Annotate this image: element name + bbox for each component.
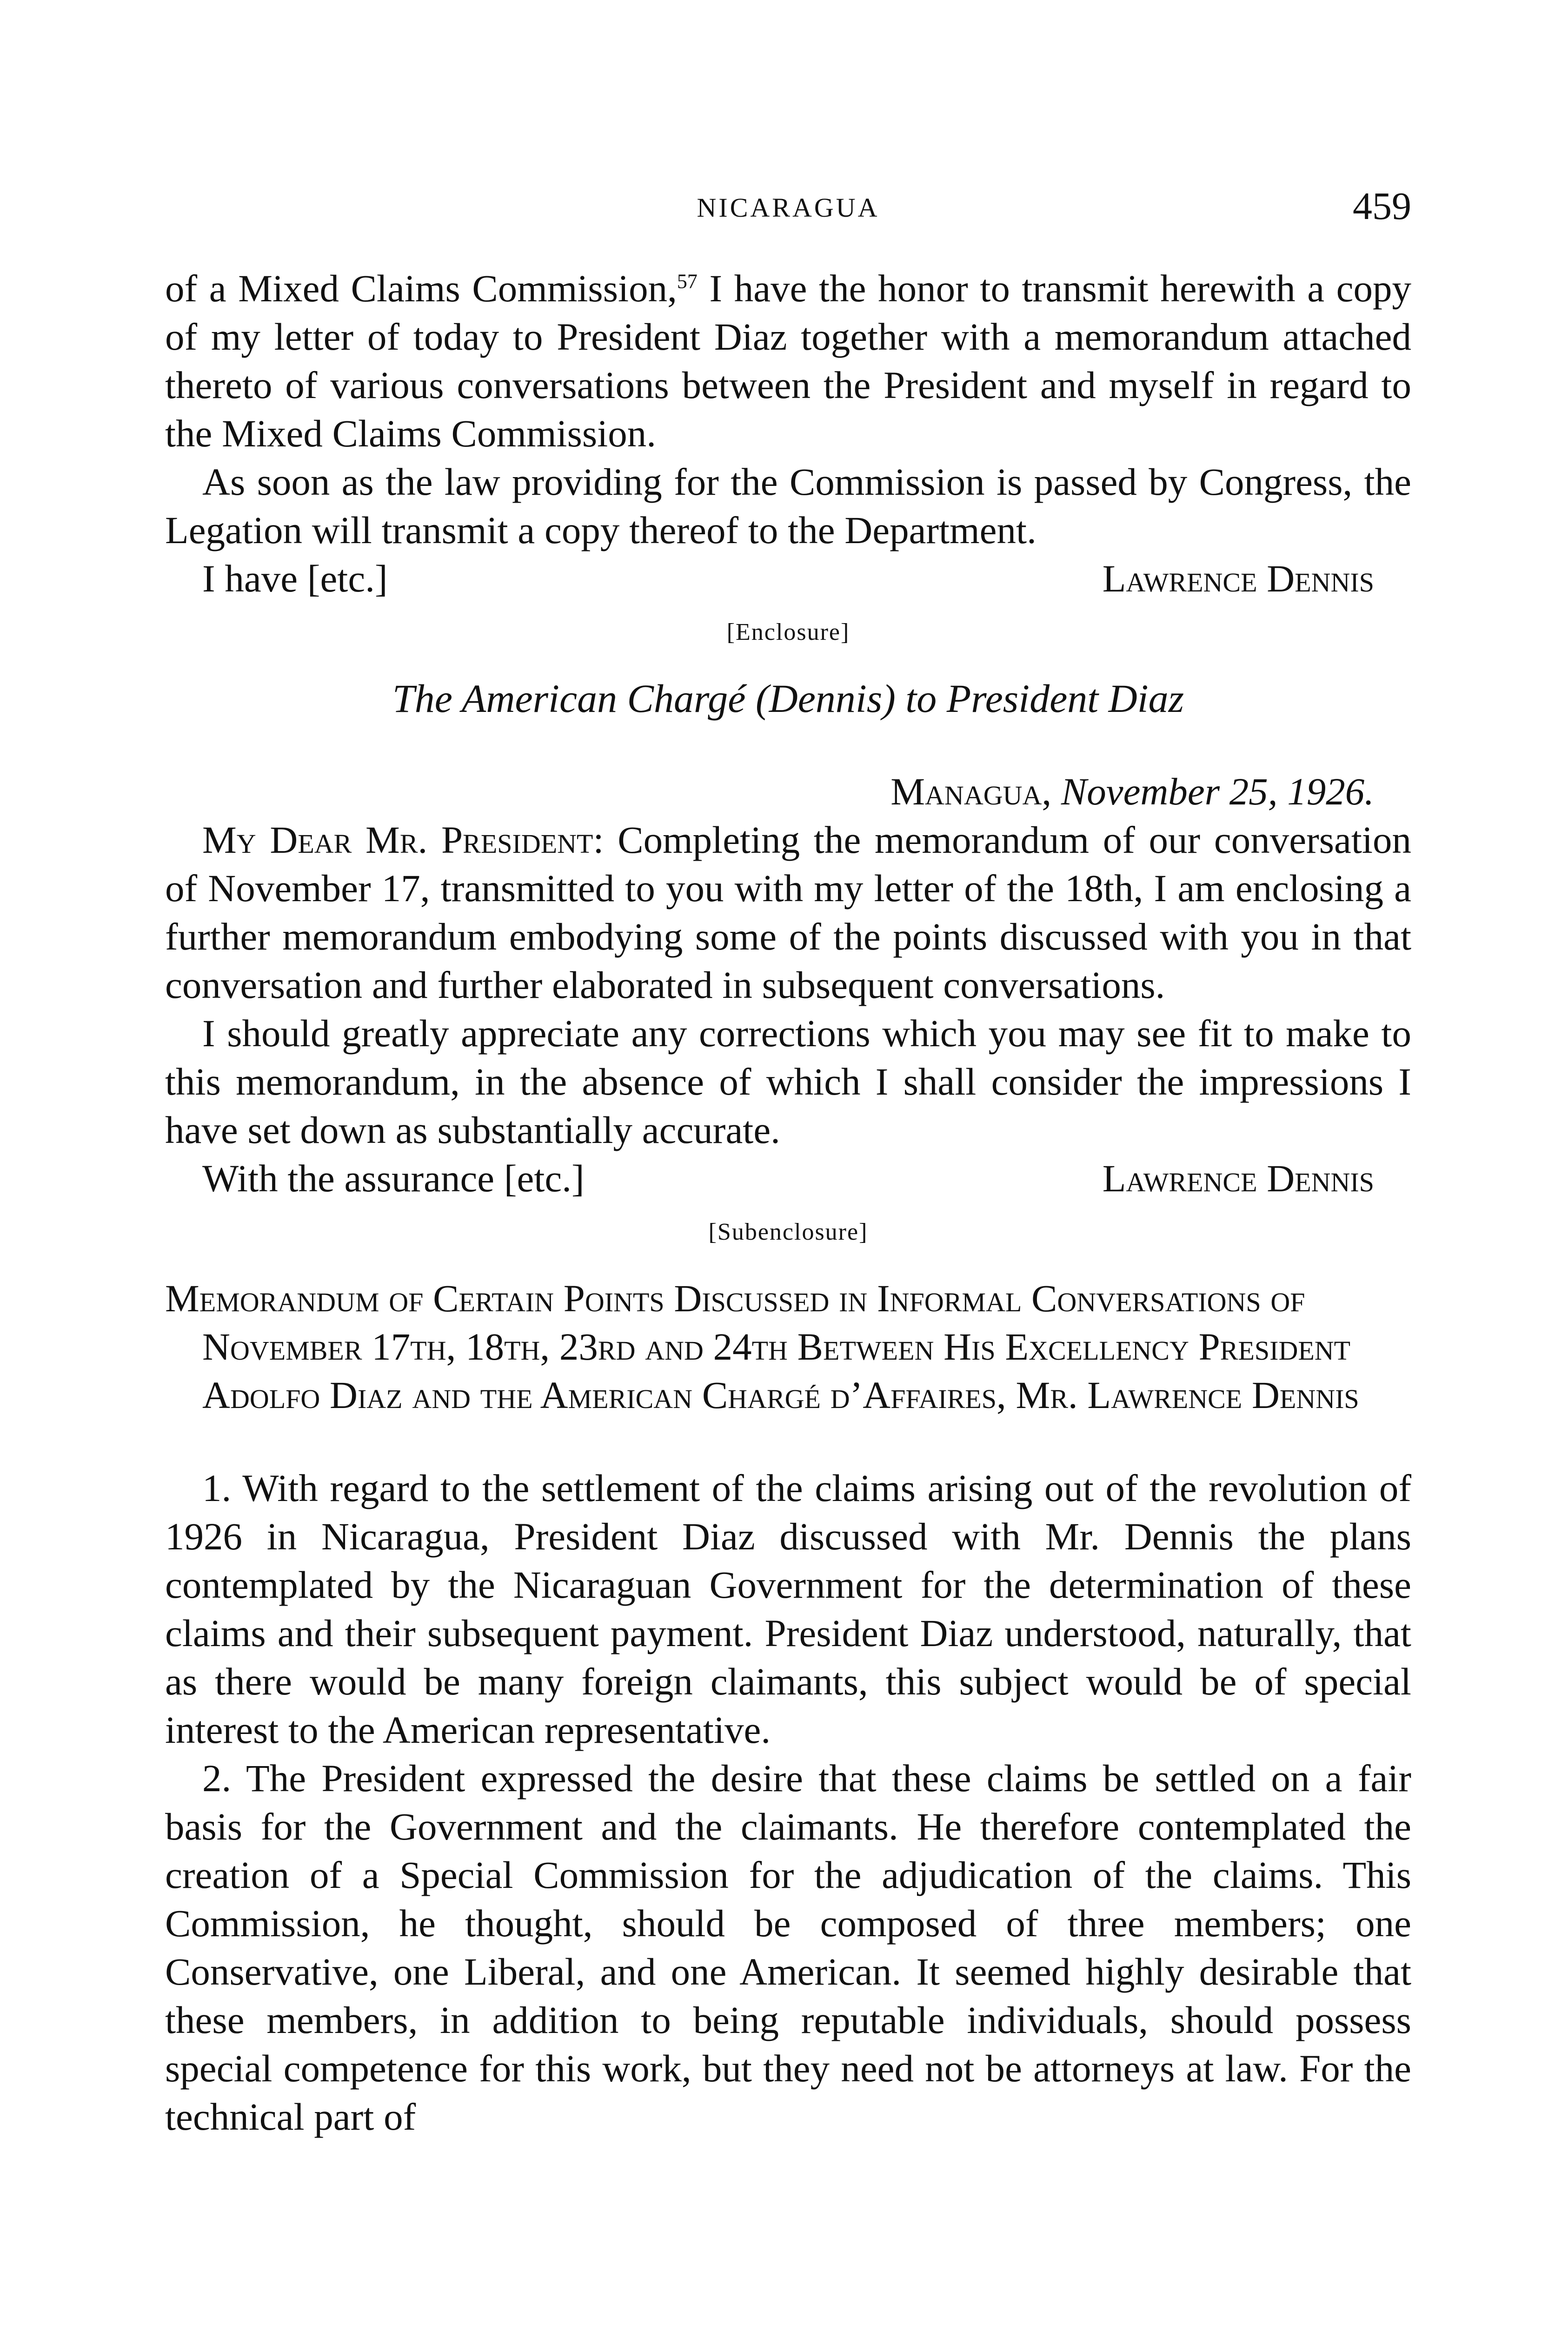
intro-paragraph-2: As soon as the law providing for the Commission is passed by Congress, the Legation will transmit a copy thereof to the Department. <box>165 460 1411 551</box>
intro-closing-line <box>165 554 1411 603</box>
running-head: NICARAGUA <box>697 193 880 223</box>
memorandum-paragraph-2: 2. The President expressed the desire that these claims be settled on a fair basis for the Government and the claimants. He therefore contemplated the creation of a Special Commission for the adjudication of the claims. This Commission, he thought, should be composed of three members; one Conservative, one Liberal, and one American. It seemed highly desirable that these members, in addition to being reputable individuals, should possess special competence for this work, but they need not be attorneys at law. For the technical part of <box>165 1757 1411 2138</box>
dateline <box>165 767 1411 816</box>
dateline-date: November 25, 1926. <box>1061 770 1374 813</box>
memorandum-paragraph-1: 1. With regard to the settlement of the claims arising out of the revolution of 1926 in Nicaragua, President Diaz discussed with Mr. Dennis the plans contemplated by the Nicaraguan Government for the determination of these claims and their subsequent payment. President Diaz understood, naturally, that as there would be many foreign claimants, this subject would be of special interest to the American representative. <box>165 1467 1411 1751</box>
memorandum-title: Memorandum of Certain Points Discussed in Informal Conversations of November 17th, 18th, 23rd and 24th Between His Excellency President Adolfo Diaz and the American Chargé d’Affaires, Mr. Lawrence Dennis <box>165 1277 1359 1416</box>
page-header <box>165 184 1411 230</box>
enclosure-closing-line <box>165 1154 1411 1202</box>
enclosure-paragraph-2: I should greatly appreciate any corrections which you may see fit to make to this memorandum, in the absence of which I shall consider the impressions I have set down as substantially accurate. <box>165 1012 1411 1151</box>
enclosure-paragraph-1 <box>165 816 1411 1009</box>
enclosure-title: The American Chargé (Dennis) to President Diaz <box>392 676 1184 721</box>
page-number: 459 <box>1353 185 1411 228</box>
footnote-reference: 57 <box>677 270 698 293</box>
enclosure-paragraph-1-text: Completing the memorandum of our conversation of November 17, transmitted to you with my letter of the 18th, I am enclosing a further memorandum embodying some of the points discussed with you in that conversation and further elaborated in subsequent conversations. <box>165 818 1411 1006</box>
intro-paragraph-1-text: of a Mixed Claims Commission, <box>165 267 677 310</box>
dateline-place: Managua, <box>890 770 1052 813</box>
body-text <box>165 264 1411 2141</box>
intro-paragraph-1 <box>165 264 1411 458</box>
salutation: My Dear Mr. President: <box>202 818 604 861</box>
enclosure-label: [Enclosure] <box>726 619 850 645</box>
enclosure-closing: With the assurance [etc.] <box>202 1157 585 1200</box>
intro-signature: Lawrence Dennis <box>1102 557 1374 600</box>
intro-closing: I have [etc.] <box>202 557 388 600</box>
intro-paragraph-1-rest: I have the honor to transmit herewith a copy of my letter of today to President Diaz together with a memorandum attached thereto of various conversations between the President and myself in regard to the Mixed Claims Commission. <box>165 267 1412 455</box>
enclosure-signature: Lawrence Dennis <box>1102 1157 1374 1200</box>
subenclosure-label: [Subenclosure] <box>708 1219 868 1245</box>
